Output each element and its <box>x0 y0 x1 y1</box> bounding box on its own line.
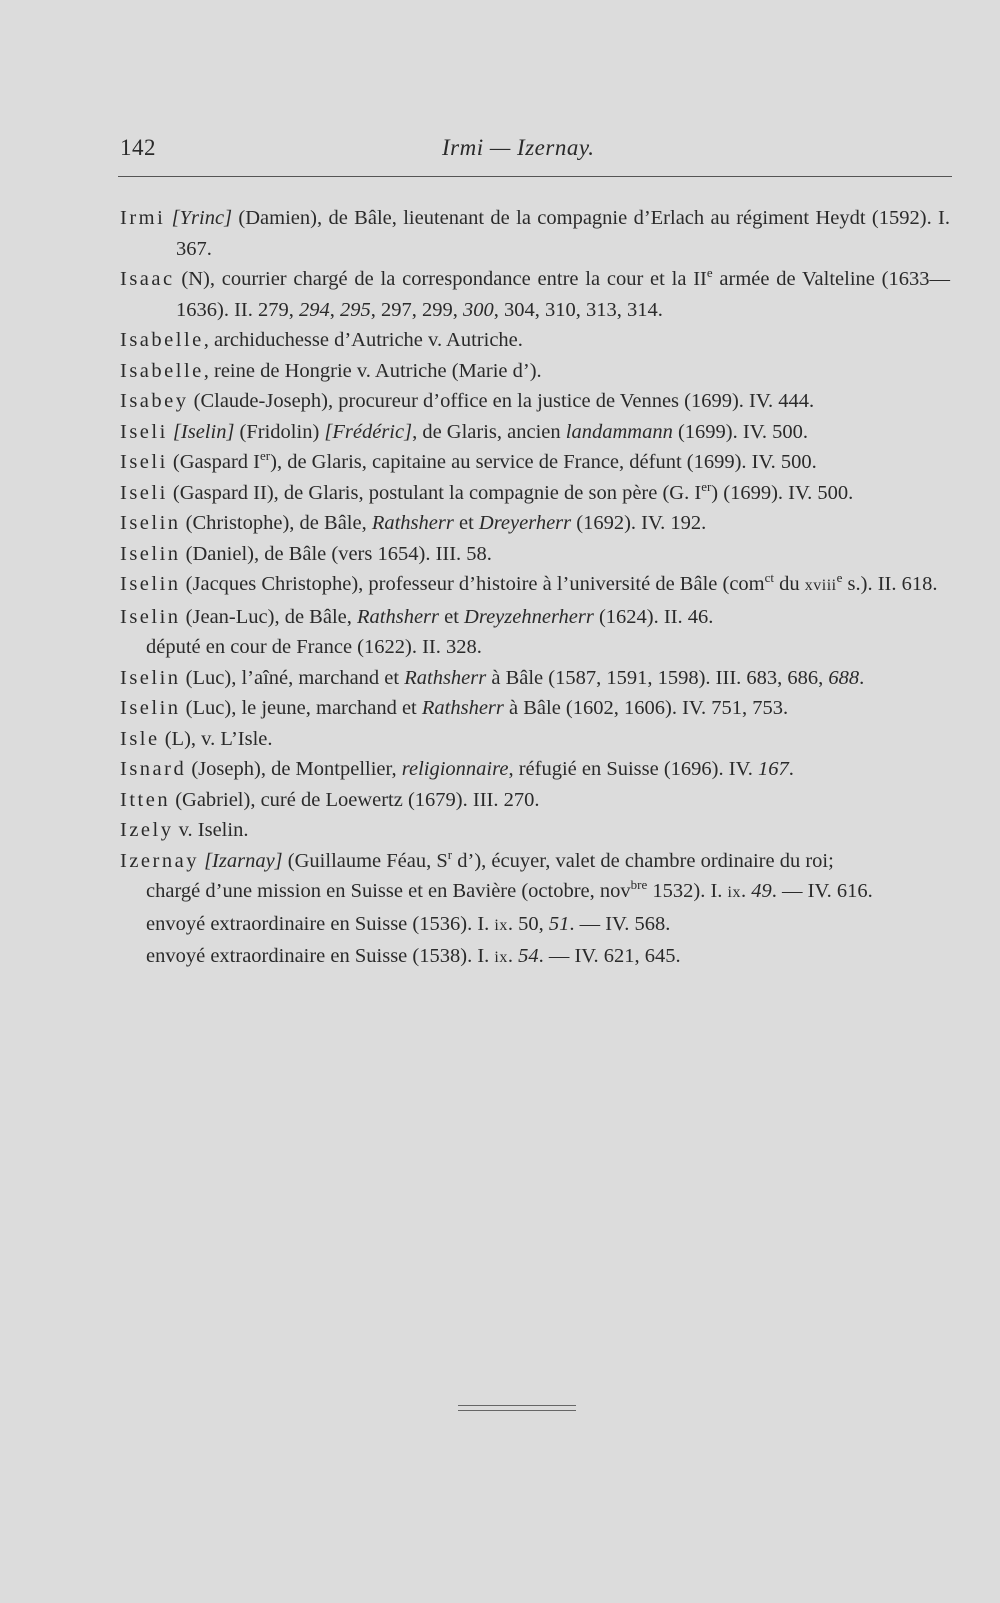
entry-superscript: bre <box>630 877 648 893</box>
entry-name: Irmi <box>120 207 166 229</box>
entry-text: . <box>741 880 752 902</box>
entry-text: (Claude-Joseph), procureur d’office en la justice de Vennes (1699). IV. 444. <box>188 390 815 412</box>
end-rule <box>458 1410 576 1411</box>
page-number: 142 <box>120 135 156 160</box>
entry-small-caps: ix <box>494 949 508 966</box>
index-entry <box>120 539 950 570</box>
entry-text: (L), v. L’Isle. <box>159 727 273 750</box>
entry-superscript: e <box>836 570 843 586</box>
index-entry <box>120 724 950 755</box>
index-entry <box>120 264 950 325</box>
index-subentry <box>120 941 950 974</box>
index-subentry <box>120 632 950 663</box>
entry-small-caps: xviii <box>804 577 837 594</box>
entry-text: du <box>774 573 805 595</box>
entry-text: (Jacques Christophe), professeur d’histoire à l’université de Bâle (com <box>180 573 765 595</box>
entry-variant: [Izarnay] <box>204 849 283 872</box>
entry-italic-ref: 167 <box>758 758 789 780</box>
entry-name: Iselin <box>120 542 181 565</box>
entry-text: (Joseph), de Montpellier, <box>186 758 402 780</box>
entry-text: député en cour de France (1622). II. 328. <box>146 636 482 658</box>
end-rule <box>458 1405 576 1406</box>
entry-text: à Bâle (1602, 1606). IV. 751, 753. <box>503 697 789 719</box>
entry-text: chargé d’une mission en Suisse et en Bavière (octobre, nov <box>146 880 631 902</box>
index-entry <box>120 602 950 633</box>
index-entry <box>120 846 950 877</box>
entry-text: . — IV. 621, 645. <box>538 945 681 967</box>
entry-name: Isaac <box>120 268 175 290</box>
entry-text: , 297, 299, <box>370 298 463 321</box>
entry-name: Isnard <box>120 758 187 780</box>
header-rule <box>118 176 952 177</box>
entry-variant: [Yrinc] <box>171 207 233 229</box>
entry-superscript: ct <box>764 570 775 586</box>
entry-text: , réfugié en Suisse (1696). IV. <box>508 758 759 780</box>
entry-name: Iselin <box>120 666 181 689</box>
entry-italic-ref: 51 <box>548 912 570 935</box>
entry-text: (1692). IV. 192. <box>571 512 707 534</box>
entry-text: . <box>859 666 865 689</box>
entry-text: , archiduchesse d’Autriche v. Autriche. <box>203 329 523 351</box>
entry-text: d’), écuyer, valet de chambre ordinaire du roi; <box>452 849 834 872</box>
entry-superscript: e <box>706 265 713 281</box>
index-entry <box>120 417 950 448</box>
entry-italic-term: Rathsherr <box>404 666 487 689</box>
entry-name: Isabey <box>120 390 189 412</box>
entry-italic-term: Rathsherr <box>421 697 504 719</box>
entry-name: Itten <box>120 788 171 811</box>
entry-text: (Fridolin) <box>234 420 325 443</box>
entry-text: , reine de Hongrie v. Autriche (Marie d’). <box>203 359 542 382</box>
entry-text: à Bâle (1587, 1591, 1598). III. 683, 686, <box>486 666 829 689</box>
running-header <box>120 133 950 173</box>
entry-text: envoyé extraordinaire en Suisse (1536). I. <box>146 912 495 935</box>
entry-name: Isabelle <box>120 359 204 382</box>
entry-text: , de Glaris, ancien <box>412 420 566 443</box>
entry-italic-term: landammann <box>565 420 673 443</box>
entry-text: 1532). I. <box>647 880 728 902</box>
entry-text: (Damien), de Bâle, lieutenant de la compagnie d’Erlach au régiment Heydt (1592). I. 367. <box>176 207 951 260</box>
entry-name: Iselin <box>120 573 181 595</box>
entry-name: Izernay <box>120 849 199 872</box>
entry-text: s.). II. 618. <box>842 573 938 595</box>
index-entry <box>120 356 950 387</box>
index-entry <box>120 508 950 539</box>
entry-text: ) (1699). IV. 500. <box>711 481 854 504</box>
entry-text: (Luc), le jeune, marchand et <box>180 697 422 719</box>
entry-italic-term: Rathsherr <box>371 512 454 534</box>
entry-small-caps: ix <box>494 916 508 934</box>
entry-text: (Luc), l’aîné, marchand et <box>180 666 405 689</box>
entry-text: . — IV. 568. <box>569 912 671 935</box>
index-entry <box>120 325 950 356</box>
entry-text: (Gaspard I <box>167 451 261 473</box>
entry-small-caps: ix <box>727 884 741 901</box>
entry-name: Iseli <box>120 420 168 443</box>
entry-name: Iselin <box>120 512 181 534</box>
index-entry <box>120 815 950 846</box>
entry-variant: [Frédéric] <box>324 420 413 443</box>
entry-text: (Jean-Luc), de Bâle, <box>180 605 357 628</box>
index-entry <box>120 478 950 509</box>
entry-text: . 50, <box>507 912 549 935</box>
entry-name: Isle <box>120 727 160 750</box>
entry-text: . <box>507 945 519 967</box>
entry-superscript: er <box>260 448 271 464</box>
entry-text: v. Iselin. <box>173 819 249 841</box>
entry-text: , <box>329 298 340 321</box>
entry-text: ), de Glaris, capitaine au service de France, défunt (1699). IV. 500. <box>270 451 817 473</box>
index-entry <box>120 785 950 816</box>
entry-italic-term: religionnaire <box>401 758 509 780</box>
entry-italic-ref: 294 <box>298 298 330 321</box>
entry-text: , 304, 310, 313, 314. <box>493 298 663 321</box>
index-entry <box>120 693 950 724</box>
entry-text: (Gaspard II), de Glaris, postulant la compagnie de son père (G. I <box>167 481 702 504</box>
entry-variant: [Iselin] <box>172 420 235 443</box>
entry-text: (Guillaume Féau, S <box>282 849 448 872</box>
entry-name: Isabelle <box>120 329 204 351</box>
index-entries <box>120 203 950 974</box>
entry-text: (N), courrier chargé de la correspondance entre la cour et la II <box>174 268 707 290</box>
index-entry <box>120 663 950 694</box>
entry-italic-ref: 688 <box>828 666 860 689</box>
index-entry <box>120 754 950 785</box>
index-subentry <box>120 876 950 909</box>
entry-text: armée de Valteline (1633—1636). II. 279, <box>176 268 950 321</box>
entry-text: et <box>439 605 465 628</box>
entry-superscript: r <box>447 846 453 862</box>
index-entry <box>120 386 950 417</box>
entry-text: (Gabriel), curé de Loewertz (1679). III. 270. <box>170 788 540 811</box>
entry-italic-ref: 300 <box>462 298 494 321</box>
index-subentry <box>120 909 950 942</box>
entry-italic-term: Rathsherr <box>357 605 439 628</box>
entry-name: Izely <box>120 819 174 841</box>
entry-name: Iseli <box>120 451 168 473</box>
entry-name: Iselin <box>120 697 181 719</box>
entry-text: (Daniel), de Bâle (vers 1654). III. 58. <box>180 542 492 565</box>
index-entry <box>120 447 950 478</box>
entry-italic-ref: 54 <box>518 945 539 967</box>
entry-italic-ref: 49 <box>751 880 772 902</box>
entry-name: Iseli <box>120 481 168 504</box>
entry-text: envoyé extraordinaire en Suisse (1538). I. <box>146 945 495 967</box>
entry-text: et <box>453 512 479 534</box>
entry-name: Iselin <box>120 605 181 628</box>
entry-text: (Christophe), de Bâle, <box>180 512 372 534</box>
entry-text: . — IV. 616. <box>771 880 873 902</box>
index-entry <box>120 569 950 602</box>
index-entry <box>120 203 950 264</box>
entry-text: (1699). IV. 500. <box>672 420 808 443</box>
entry-text: . <box>788 758 794 780</box>
entry-italic-ref: 295 <box>339 298 371 321</box>
entry-italic-term: Dreyerherr <box>478 512 572 534</box>
entry-italic-term: Dreyzehnerherr <box>464 605 594 628</box>
running-title: Irmi — Izernay. <box>442 135 595 160</box>
entry-superscript: er <box>701 478 712 494</box>
entry-text: (1624). II. 46. <box>593 605 714 628</box>
